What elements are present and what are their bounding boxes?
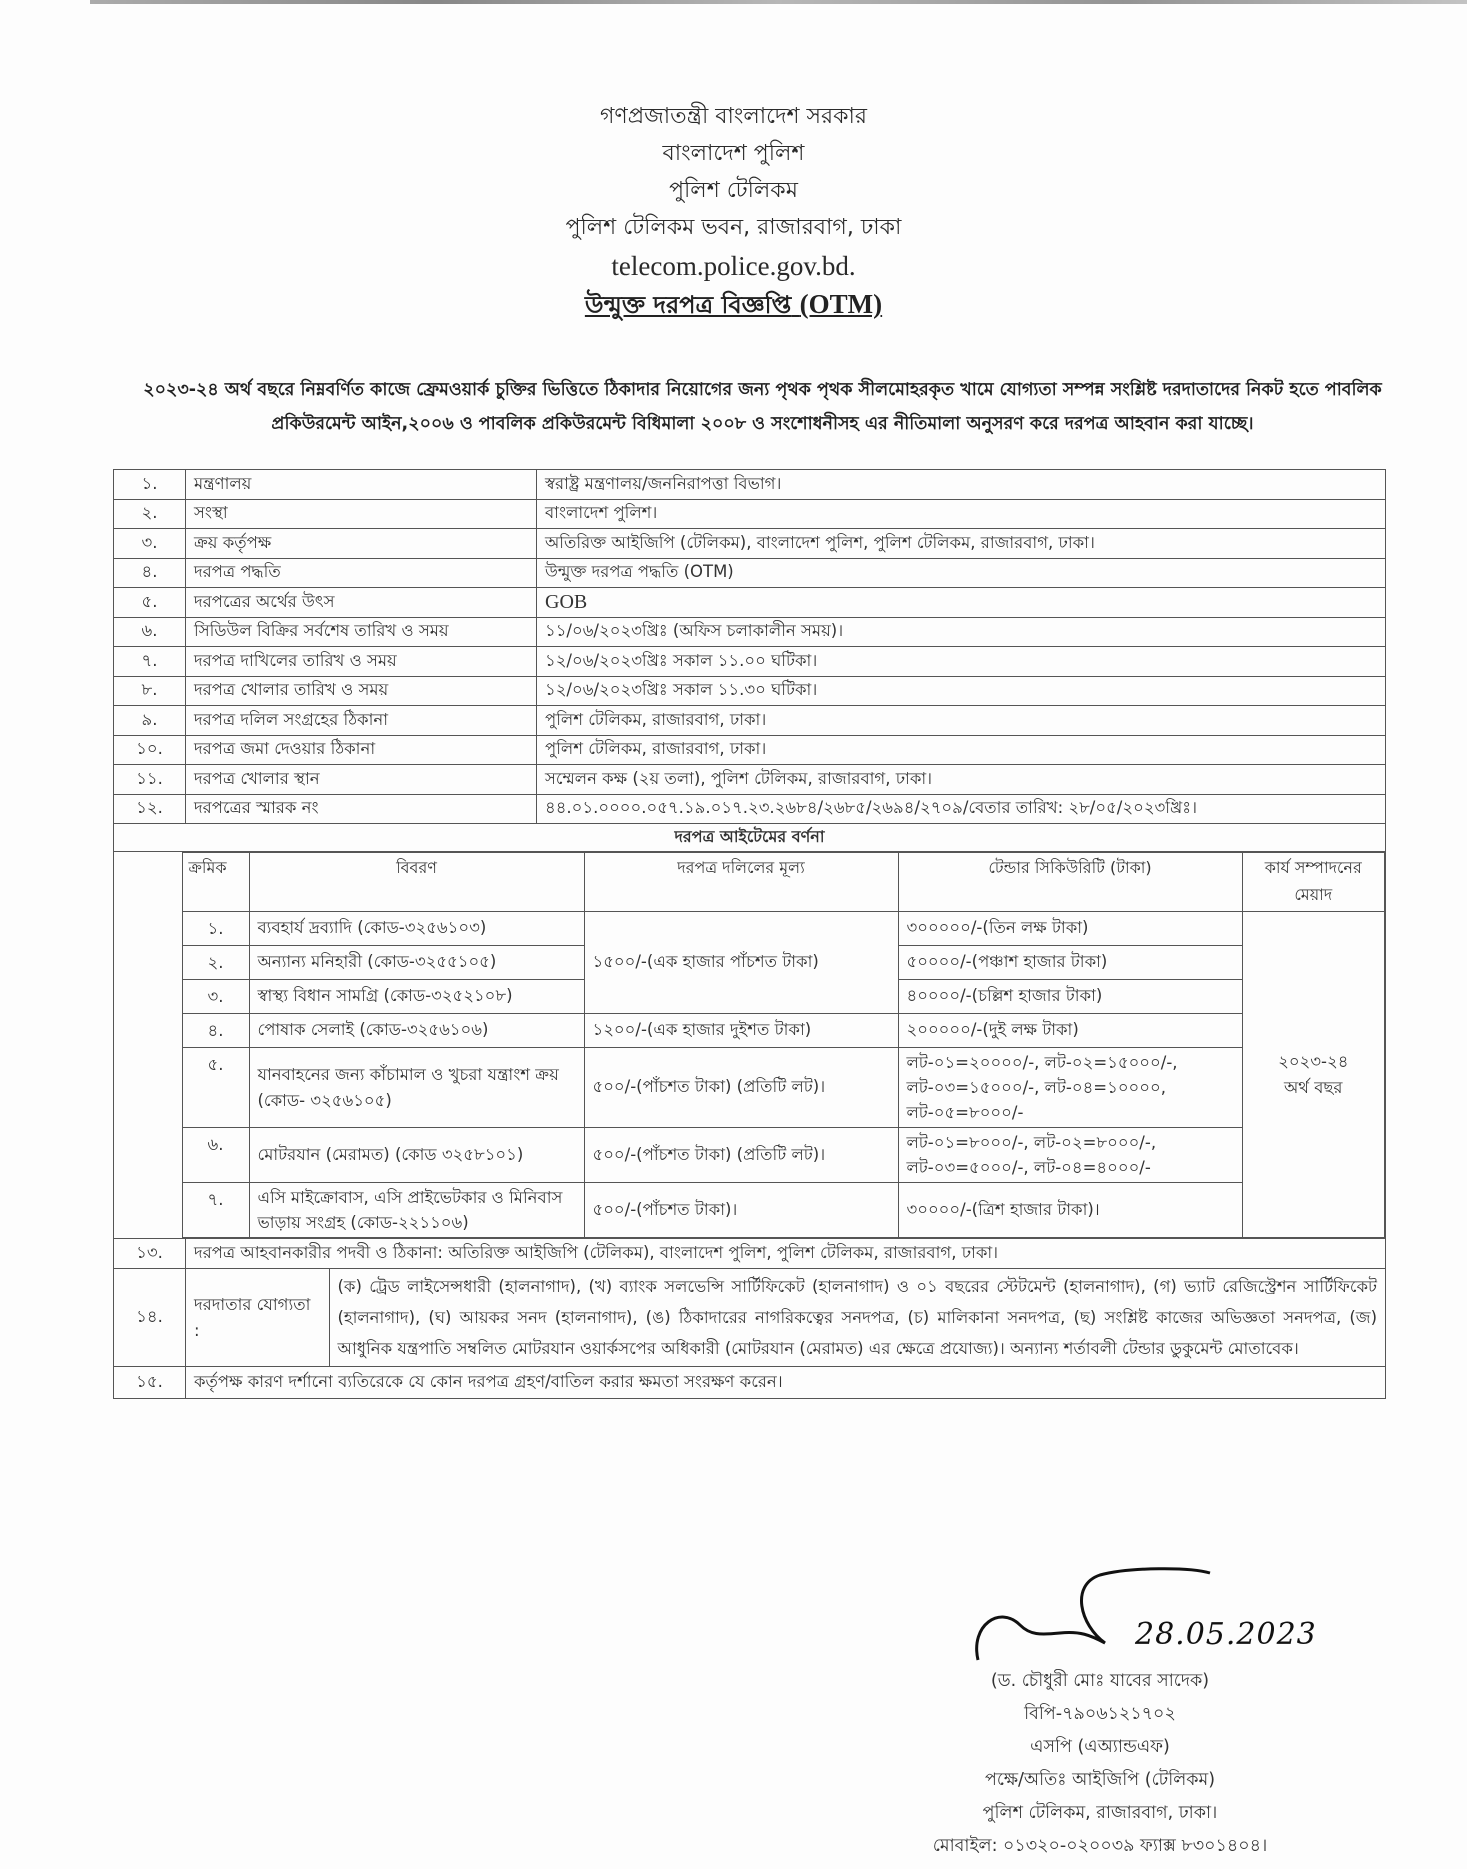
detail-row [114,706,1386,736]
row-number: ২. [114,499,186,529]
row-label: দরপত্রের স্মারক নং [186,794,537,824]
item-security: ৩০০০০০/-(তিন লক্ষ টাকা) [898,912,1242,946]
row-number: ৭. [114,647,186,677]
row-value: ১২/০৬/২০২৩খ্রিঃ সকাল ১১.০০ ঘটিকা। [537,647,1386,677]
item-security: ২০০০০০/-(দুই লক্ষ টাকা) [898,1014,1242,1048]
col-header-description: বিবরণ [249,853,584,912]
row-number: ৯. [114,706,186,736]
row-label: দরপত্র জমা দেওয়ার ঠিকানা [186,735,537,765]
row-value: স্বরাষ্ট্র মন্ত্রণালয়/জননিরাপত্তা বিভাগ। [537,470,1386,500]
detail-row [114,529,1386,559]
detail-row [114,676,1386,706]
row-14 [114,1269,1386,1367]
government-name: গণপ্রজাতন্ত্রী বাংলাদেশ সরকার [599,104,868,129]
row-number: ৫. [114,588,186,618]
row-value: ১১/০৬/২০২৩খ্রিঃ (অফিস চলাকালীন সময়)। [537,617,1386,647]
row-number: ১৫. [114,1367,186,1399]
item-description: ব্যবহার্য দ্রব্যাদি (কোড-৩২৫৬১০৩) [249,912,584,946]
item-row [114,1128,1385,1183]
item-serial: ২. [182,946,249,980]
qualification-label: দরদাতার যোগ্যতা : [186,1269,329,1366]
signatory-contact: মোবাইল: ০১৩২০-০২০০৩৯ ফ্যাক্স ৮৩০১৪০৪। [932,1836,1268,1856]
row-13 [114,1239,1386,1269]
office-address: পুলিশ টেলিকম ভবন, রাজারবাগ, ঢাকা [565,215,902,240]
items-table [114,852,1385,1238]
unit-name: পুলিশ টেলিকম [669,178,798,203]
row-label: দরপত্র খোলার স্থান [186,765,537,795]
item-document-price: ৫০০/-(পাঁচশত টাকা) (প্রতিটি লট)। [584,1048,898,1128]
row-number: ৩. [114,529,186,559]
row-number: ১২. [114,794,186,824]
row-value: GOB [537,588,1386,618]
row-value: অতিরিক্ত আইজিপি (টেলিকম), বাংলাদেশ পুলিশ, পুলিশ টেলিকম, রাজারবাগ, ঢাকা। [537,529,1386,559]
row-label: দরপত্রের অর্থের উৎস [186,588,537,618]
row-value: বাংলাদেশ পুলিশ। [537,499,1386,529]
item-description: স্বাস্থ্য বিধান সামগ্রি (কোড-৩২৫২১০৮) [249,980,584,1014]
detail-row [114,588,1386,618]
item-serial: ১. [182,912,249,946]
row-label: দরপত্র দলিল সংগ্রহের ঠিকানা [186,706,537,736]
items-section-title: দরপত্র আইটেমের বর্ণনা [114,824,1386,852]
row-value: পুলিশ টেলিকম, রাজারবাগ, ঢাকা। [537,735,1386,765]
item-document-price: ৫০০/-(পাঁচশত টাকা) (প্রতিটি লট)। [584,1128,898,1183]
row-number: ১৩. [114,1239,186,1269]
detail-row [114,558,1386,588]
detail-row [114,647,1386,677]
item-security: ৪০০০০/-(চল্লিশ হাজার টাকা) [898,980,1242,1014]
detail-row [114,735,1386,765]
item-description: অন্যান্য মনিহারী (কোড-৩২৫৫১০৫) [249,946,584,980]
row-label: দরপত্র খোলার তারিখ ও সময় [186,676,537,706]
completion-period [1242,912,1385,1238]
row-15 [114,1367,1386,1399]
row-number: ৪. [114,558,186,588]
row-label: দরপত্র পদ্ধতি [186,558,537,588]
authority-rights: কর্তৃপক্ষ কারণ দর্শানো ব্যতিরেকে যে কোন দরপত্র গ্রহণ/বাতিল করার ক্ষমতা সংরক্ষণ করেন। [186,1367,1386,1399]
item-document-price: ৫০০/-(পাঁচশত টাকা)। [584,1183,898,1238]
detail-row [114,499,1386,529]
col-header-tender-security: টেন্ডার সিকিউরিটি (টাকা) [898,853,1242,912]
row-value: ১২/০৬/২০২৩খ্রিঃ সকাল ১১.৩০ ঘটিকা। [537,676,1386,706]
row-value: উন্মুক্ত দরপত্র পদ্ধতি (OTM) [537,558,1386,588]
items-indent [114,853,182,1238]
notice-title-bn: উন্মুক্ত দরপত্র বিজ্ঞপ্তি [584,291,792,319]
row-number: ১০. [114,735,186,765]
row-number: ৬. [114,617,186,647]
website-link[interactable]: telecom.police.gov.bd. [611,251,856,281]
row-label: সিডিউল বিক্রির সর্বশেষ তারিখ ও সময় [186,617,537,647]
col-header-serial: ক্রমিক [182,853,249,912]
item-description: মোটরযান (মেরামত) (কোড ৩২৫৮১০১) [249,1128,584,1183]
detail-row [114,470,1386,500]
item-serial: ৫. [182,1048,249,1128]
item-document-price: ১২০০/-(এক হাজার দুইশত টাকা) [584,1014,898,1048]
item-serial: ৭. [182,1183,249,1238]
item-description: যানবাহনের জন্য কাঁচামাল ও খুচরা যন্ত্রাংশ ক্রয় (কোড- ৩২৫৬১০৫) [249,1048,584,1128]
row-number: ১. [114,470,186,500]
item-row [114,912,1385,946]
signatory-on-behalf: পক্ষে/অতিঃ আইজিপি (টেলিকম) [984,1770,1216,1790]
notice-title-code: (OTM) [799,289,883,319]
row-label: দরপত্র দাখিলের তারিখ ও সময় [186,647,537,677]
item-document-price: ১৫০০/-(এক হাজার পাঁচশত টাকা) [584,912,898,1014]
detail-row [114,617,1386,647]
handwritten-date: 28.05.2023 [1135,1617,1317,1652]
tender-details-table [113,469,1386,1399]
row-label: ক্রয় কর্তৃপক্ষ [186,529,537,559]
item-security: লট-০১=৮০০০/-, লট-০২=৮০০০/-, লট-০৩=৫০০০/-, লট-০৪=৪০০০/- [898,1128,1242,1183]
detail-row [114,765,1386,795]
item-serial: ৪. [182,1014,249,1048]
completion-period-text: ২০২৩-২৪ অর্থ বছর [1278,1051,1349,1097]
row-number: ১১. [114,765,186,795]
item-serial: ৬. [182,1128,249,1183]
item-security: ৩০০০০/-(ত্রিশ হাজার টাকা)। [898,1183,1242,1238]
qualification-text: (ক) ট্রেড লাইসেন্সধারী (হালনাগাদ), (খ) ব্যাংক সলভেন্সি সার্টিফিকেট (হালনাগাদ) ও ০১ বছরের স্টেটমেন্ট (হালনাগাদ), (গ) ভ্যাট রেজিস্ট্রেশন সার্টিফিকেট (হালনাগাদ), (ঘ) আয়কর সনদ (হালনাগাদ), (ঙ) ঠিকাদারের নাগরিকত্বের সনদপত্র, (চ) মালিকানা সনদপত্র, (ছ) সংশ্লিষ্ট কাজের অভিজ্ঞতা সনদপত্র, (জ) আধুনিক যন্ত্রপাতি সম্বলিত মোটরযান ওয়ার্কসপের অধিকারী (মোটরযান (মেরামত) এর ক্ষেত্রে প্রযোজ্য)। অন্যান্য শর্তাবলী টেন্ডার ডুকুমেন্ট মোতাবেক। [337,1277,1377,1358]
item-row [114,1014,1385,1048]
signatory-designation: এসপি (এঅ্যান্ডএফ) [1030,1737,1170,1757]
intro-paragraph: ২০২৩-২৪ অর্থ বছরে নিম্নবর্ণিত কাজে ফ্রেমওয়ার্ক চুক্তির ভিত্তিতে ঠিকাদার নিয়োগের জন্য পৃথক পৃথক সীলমোহরকৃত খামে যোগ্যতা সম্পন্ন সংশ্লিষ্ট দরদাতাদের নিকট হতে পাবলিক প্রকিউরমেন্ট আইন,২০০৬ ও পাবলিক প্রকিউরমেন্ট বিধিমালা ২০০৮ ও সংশোধনীসহ এর নীতিমালা অনুসরণ করে দরপত্র আহবান করা যাচ্ছে। [143,380,1382,434]
item-serial: ৩. [182,980,249,1014]
organization-name: বাংলাদেশ পুলিশ [662,141,805,166]
signatory-office: পুলিশ টেলিকম, রাজারবাগ, ঢাকা। [982,1803,1218,1823]
item-security: ৫০০০০/-(পঞ্চাশ হাজার টাকা) [898,946,1242,980]
items-container [114,852,1386,1239]
item-description: পোষাক সেলাই (কোড-৩২৫৬১০৬) [249,1014,584,1048]
row-label: মন্ত্রণালয় [186,470,537,500]
row-value: পুলিশ টেলিকম, রাজারবাগ, ঢাকা। [537,706,1386,736]
row-number: ৮. [114,676,186,706]
col-header-document-price: দরপত্র দলিলের মূল্য [584,853,898,912]
notice-title [0,286,1467,323]
signatory-bp-number: বিপি-৭৯০৬১২১৭০২ [1024,1704,1176,1724]
detail-row [114,794,1386,824]
row-number: ১৪. [114,1269,186,1367]
item-row [114,1048,1385,1128]
item-description: এসি মাইক্রোবাস, এসি প্রাইভেটকার ও মিনিবাস ভাড়ায় সংগ্রহ (কোড-২২১১০৬) [249,1183,584,1238]
item-row [114,1183,1385,1238]
item-security: লট-০১=২০০০০/-, লট-০২=১৫০০০/-, লট-০৩=১৫০০০/-, লট-০৪=১০০০০, লট-০৫=৮০০০/- [898,1048,1242,1128]
issuer-address: দরপত্র আহবানকারীর পদবী ও ঠিকানা: অতিরিক্ত আইজিপি (টেলিকম), বাংলাদেশ পুলিশ, পুলিশ টেলিকম, রাজারবাগ, ঢাকা। [186,1239,1386,1269]
col-header-completion-period: কার্য সম্পাদনের মেয়াদ [1242,853,1385,912]
letterhead [0,98,1467,323]
row-value: সম্মেলন কক্ষ (২য় তলা), পুলিশ টেলিকম, রাজারবাগ, ঢাকা। [537,765,1386,795]
row-value: ৪৪.০১.০০০০.০৫৭.১৯.০১৭.২৩.২৬৮৪/২৬৮৫/২৬৯৪/২৭০৯/বেতার তারিখ: ২৮/০৫/২০২৩খ্রিঃ। [537,794,1386,824]
scan-edge-line [90,0,1467,4]
signatory-block [900,1665,1300,1863]
row-label: সংস্থা [186,499,537,529]
signatory-name: (ড. চৌধুরী মোঃ যাবের সাদেক) [990,1671,1210,1691]
